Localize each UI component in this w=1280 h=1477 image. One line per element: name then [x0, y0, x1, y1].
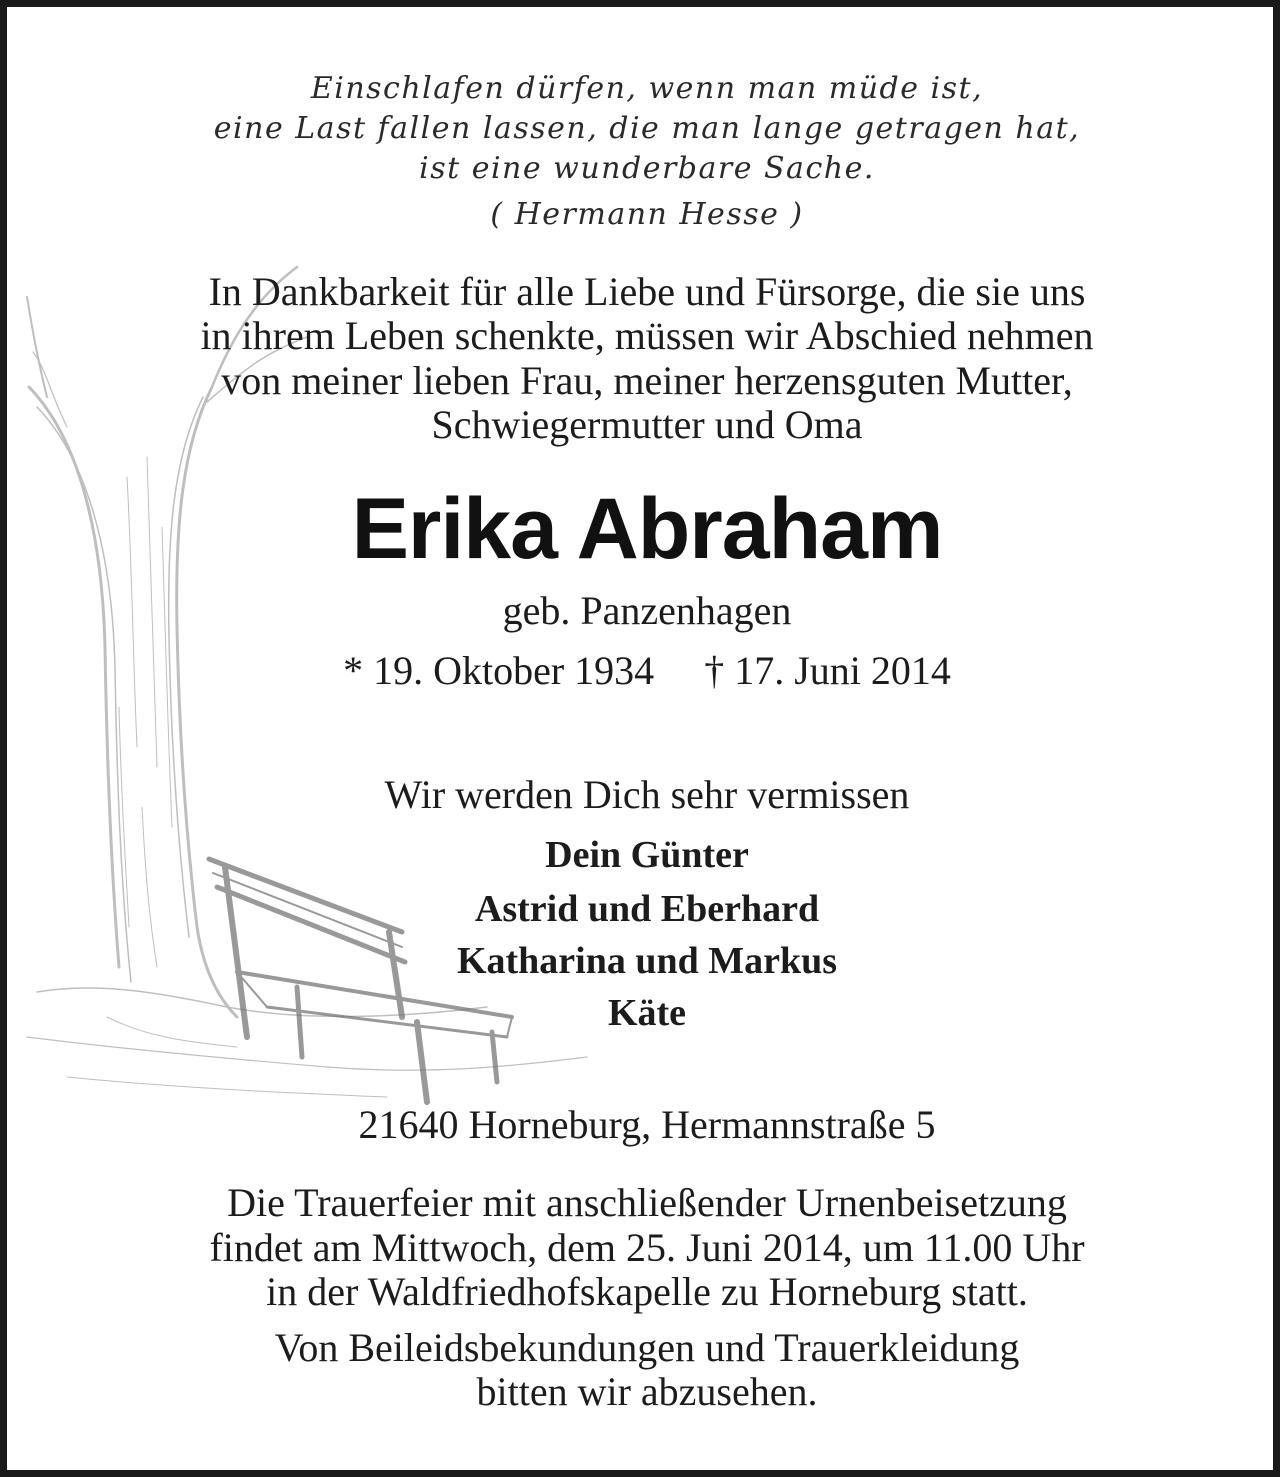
quote-line-3: ist eine wunderbare Sache. — [419, 151, 875, 186]
service-line-1: Die Trauerfeier mit anschließender Urnenbeisetzung — [227, 1180, 1067, 1225]
intro-line-4: Schwiegermutter und Oma — [431, 402, 863, 447]
mourner-name: Astrid und Eberhard — [474, 888, 820, 930]
death-date: † 17. Juni 2014 — [704, 648, 951, 693]
request-line-2: bitten wir abzusehen. — [476, 1369, 818, 1414]
request-line-1: Von Beileidsbekundungen und Trauerkleidung — [274, 1325, 1020, 1370]
mourner-name: Käte — [607, 992, 687, 1034]
quote-attribution: ( Hermann Hesse ) — [490, 197, 804, 232]
deceased-name: Erika Abraham — [351, 481, 943, 577]
service-line-3: in der Waldfriedhofskapelle zu Horneburg statt. — [266, 1269, 1028, 1314]
birth-date: * 19. Oktober 1934 — [343, 648, 655, 693]
mourners-message: Wir werden Dich sehr vermissen — [384, 772, 910, 817]
quote-line-2: eine Last fallen lassen, die man lange getragen hat, — [213, 111, 1081, 146]
quote-line-1: Einschlafen dürfen, wenn man müde ist, — [310, 71, 984, 106]
mourner-name: Katharina und Markus — [456, 940, 838, 982]
intro-line-1: In Dankbarkeit für alle Liebe und Fürsorge, die sie uns — [208, 269, 1086, 314]
service-line-2: findet am Mittwoch, dem 25. Juni 2014, um 11.00 Uhr — [209, 1225, 1085, 1270]
birth-name: geb. Panzenhagen — [502, 588, 792, 633]
life-dates — [7, 649, 1280, 693]
intro-line-2: in ihrem Leben schenkte, müssen wir Abschied nehmen — [200, 313, 1094, 358]
address: 21640 Horneburg, Hermannstraße 5 — [358, 1102, 936, 1147]
intro-line-3: von meiner lieben Frau, meiner herzensguten Mutter, — [221, 358, 1073, 403]
mourner-name: Dein Günter — [545, 834, 749, 876]
